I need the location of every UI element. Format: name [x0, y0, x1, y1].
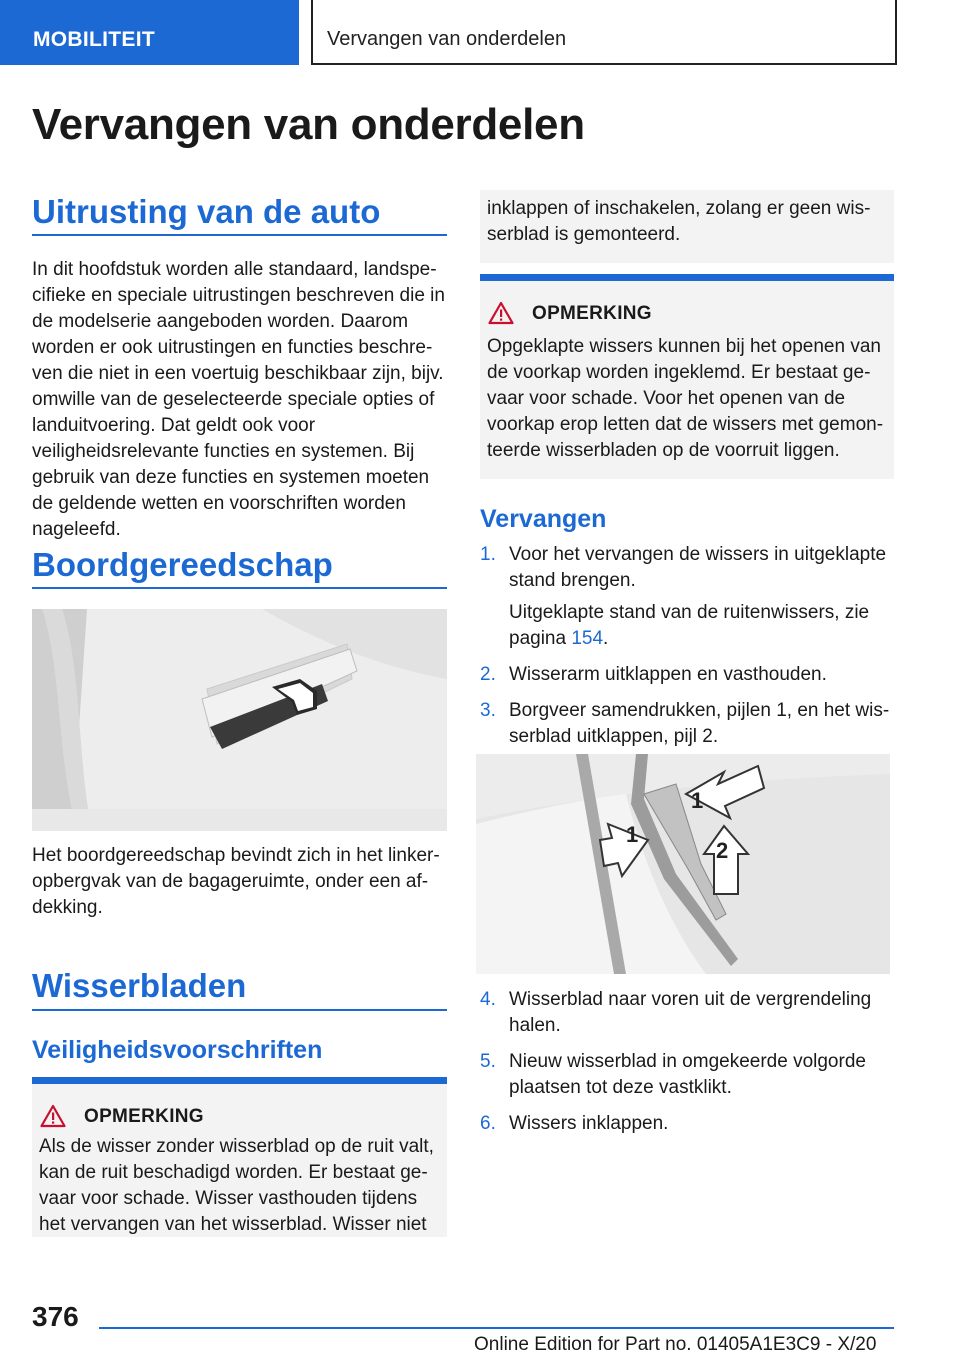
arrow-label: 1 — [626, 822, 639, 847]
heading-toolkit: Boordgereedschap — [32, 546, 333, 583]
step-number: 6. — [480, 1113, 496, 1134]
step-text: Borgveer samendrukken, pijlen 1, en het wisserblad uitklappen, pijl 2. — [509, 700, 890, 747]
warning-text-continued: inklappen of inschakelen, zolang er geen wisserblad is gemonteerd. — [487, 198, 871, 245]
heading-rule — [32, 587, 447, 589]
heading-equipment: Uitrusting van de auto — [32, 193, 381, 230]
equipment-paragraph: In dit hoofdstuk worden alle standaard, landspecifieke en speciale uitrustingen beschreven die in de modelserie aangeboden worden. Daarom worden er ook uitrustingen en functies beschreven die niet in een voertuig beschikbaar zijn, bijv. omwille van de geselecteerde speciale opties of landuitvoering. Dat geldt ook voor veiligheidsrelevante functies en systemen. Bij gebruik van deze functies en systemen moeten de geldende wetten en voorschriften worden nageleefd. — [32, 259, 445, 540]
section-tab[interactable] — [0, 0, 299, 65]
heading-wipers: Wisserbladen — [32, 967, 247, 1004]
warning-triangle-icon — [40, 1104, 66, 1133]
warning-triangle-icon — [488, 301, 514, 330]
warning-box — [480, 274, 894, 479]
warning-bar — [480, 274, 894, 281]
step-subtext-prefix: Uitgeklapte stand van de ruitenwissers, zie pagina — [509, 602, 870, 649]
arrow-label: 1 — [691, 788, 704, 813]
warning-text: Als de wisser zonder wisserblad op de ruit valt, kan de ruit beschadigd worden. Er bestaat gevaar voor schade. Wisser vasthouden tijdens het vervangen van het wisserblad. Wisser niet — [39, 1136, 434, 1235]
step-text: Wissers inklappen. — [509, 1113, 669, 1134]
warning-box — [32, 1077, 447, 1237]
heading-rule — [32, 234, 447, 236]
step-text: Wisserarm uitklappen en vasthouden. — [509, 664, 827, 685]
step-text: Wisserblad naar voren uit de vergrendeling halen. — [509, 989, 872, 1036]
steps-list — [480, 542, 894, 750]
steps-list — [480, 987, 894, 1137]
list-item — [480, 542, 894, 652]
chapter-header — [311, 0, 897, 65]
footer-rule — [99, 1327, 894, 1329]
chapter-title: Vervangen van onderdelen — [327, 28, 567, 50]
wiper-figure — [476, 754, 890, 974]
step-subtext — [509, 600, 894, 652]
list-item — [480, 987, 894, 1039]
arrow-label: 2 — [716, 838, 729, 863]
page-link[interactable]: 154 — [571, 628, 604, 649]
heading-safety: Veiligheidsvoorschriften — [32, 1036, 323, 1064]
wiper-illustration — [476, 754, 890, 974]
warning-box-continued — [480, 190, 894, 263]
warning-title: OPMERKING — [532, 303, 652, 324]
warning-title: OPMERKING — [84, 1106, 204, 1127]
step-number: 1. — [480, 544, 496, 565]
page-title: Vervangen van onderdelen — [32, 100, 585, 149]
step-text: Voor het vervangen de wissers in uitgeklapte stand brengen. — [509, 544, 887, 591]
warning-text: Opgeklapte wissers kunnen bij het openen van de voorkap worden ingeklemd. Er bestaat gevaar voor schade. Voor het openen van de voorkap erop letten dat de wissers met gemonteerde wisserbladen op de voorruit liggen. — [487, 336, 884, 461]
step-number: 4. — [480, 989, 496, 1010]
list-item — [480, 662, 894, 688]
toolkit-figure — [32, 609, 447, 831]
list-item — [480, 1111, 894, 1137]
step-text: Nieuw wisserblad in omgekeerde volgorde plaatsen tot deze vastklikt. — [509, 1051, 866, 1098]
step-number: 2. — [480, 664, 496, 685]
footer-edition: Online Edition for Part no. 01405A1E3C9 - X/20 — [474, 1334, 877, 1355]
step-number: 3. — [480, 700, 496, 721]
step-number: 5. — [480, 1051, 496, 1072]
step-subtext-suffix: . — [603, 628, 609, 649]
toolkit-illustration — [32, 609, 447, 831]
heading-replace: Vervangen — [480, 505, 607, 533]
list-item — [480, 1049, 894, 1101]
warning-bar — [32, 1077, 447, 1084]
section-tab-label: MOBILITEIT — [33, 28, 155, 51]
list-item — [480, 698, 894, 750]
page-number: 376 — [32, 1301, 79, 1332]
heading-rule — [32, 1009, 447, 1011]
toolkit-caption: Het boordgereedschap bevindt zich in het linkeropbergvak van de bagageruimte, onder een afdekking. — [32, 845, 440, 918]
